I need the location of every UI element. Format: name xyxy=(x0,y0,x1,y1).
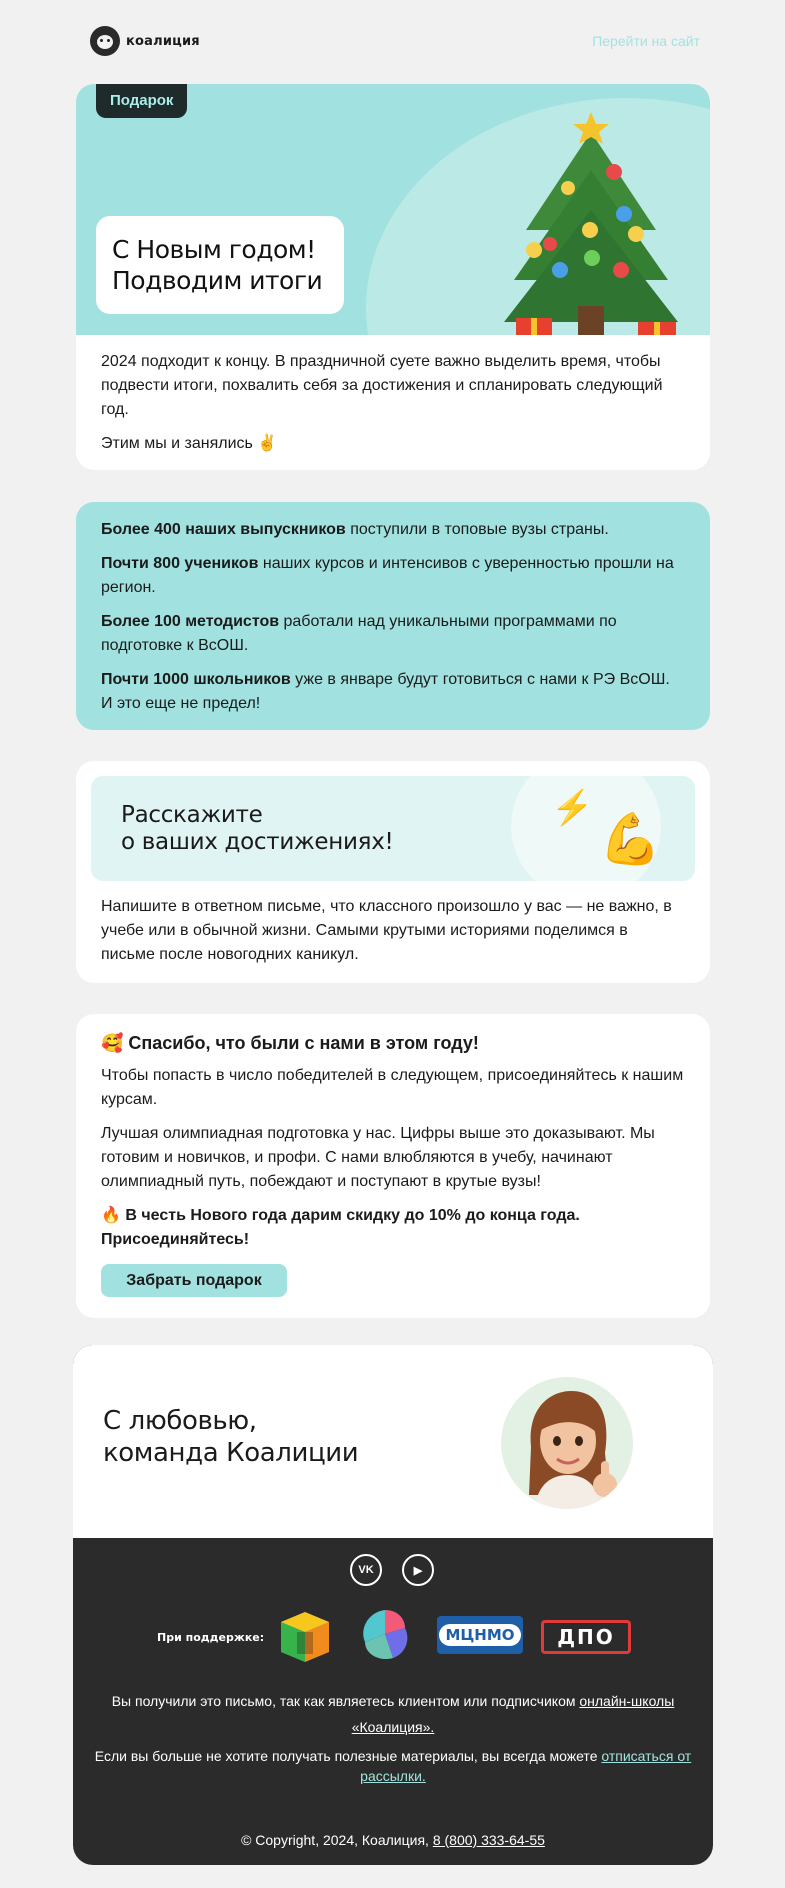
dpo-text: ДПО xyxy=(557,1625,615,1649)
thanks-p3: 🔥 В честь Нового года дарим скидку до 10% до конца года. Присоединяйтесь! xyxy=(101,1207,580,1248)
partner-logo-mcnmo[interactable] xyxy=(437,1616,523,1654)
phone-link[interactable]: 8 (800) 333-64-55 xyxy=(432,1832,545,1848)
stat-item xyxy=(101,518,685,542)
footer xyxy=(73,1538,713,1865)
hero-card xyxy=(76,84,710,470)
hero-banner xyxy=(76,84,710,335)
hero-title-box xyxy=(96,216,344,314)
stat-item xyxy=(101,552,685,600)
koalition-logo[interactable] xyxy=(90,24,200,58)
unsubscribe-notice xyxy=(93,1746,693,1786)
school-link[interactable]: онлайн-школы «Коалиция». xyxy=(351,1693,675,1735)
stat-bold: Более 400 наших выпускников xyxy=(101,521,346,538)
signature-block xyxy=(73,1345,713,1538)
lightning-icon: ⚡ xyxy=(551,789,594,827)
partner-logo-dpo[interactable] xyxy=(541,1620,631,1654)
signature-line1: С любовью, xyxy=(103,1406,257,1436)
notice2-text: Если вы больше не хотите получать полезные материалы, вы всегда можете xyxy=(94,1748,602,1764)
stat-item xyxy=(101,668,685,716)
achievements-title-line2: о ваших достижениях! xyxy=(121,829,394,855)
partner-logo-1-icon[interactable] xyxy=(277,1608,333,1662)
achievements-title-line1: Расскажите xyxy=(121,802,263,828)
thanks-p2: Лучшая олимпиадная подготовка у нас. Цифры выше это доказывают. Мы готовим и новичков, и профи. С нами влюбляются в учебу, начинают олимпиадный путь, побеждают и поступают в крутые вузы! xyxy=(101,1125,655,1190)
hero-title-line2: Подводим итоги xyxy=(112,266,323,295)
thanks-p1: Чтобы попасть в число победителей в следующем, присоединяйтесь к нашим курсам. xyxy=(101,1067,684,1108)
stat-bold: Почти 1000 школьников xyxy=(101,671,291,688)
signature-title xyxy=(103,1405,358,1469)
memoji-avatar-icon xyxy=(501,1377,633,1509)
koala-icon xyxy=(90,26,120,56)
stat-item xyxy=(101,610,685,658)
get-gift-button[interactable]: Забрать подарок xyxy=(101,1264,287,1297)
signature-footer-card xyxy=(73,1345,713,1865)
notice1-text: Вы получили это письмо, так как являетесь клиентом или подписчиком xyxy=(111,1693,580,1709)
stat-rest: поступили в топовые вузы страны. xyxy=(345,521,609,538)
subscription-notice xyxy=(93,1688,693,1740)
partner-logo-2-icon[interactable] xyxy=(357,1608,413,1662)
achievements-banner xyxy=(91,776,695,881)
achievements-title xyxy=(121,802,393,856)
mcnmo-text: МЦНМО xyxy=(439,1624,520,1646)
hero-text xyxy=(101,350,681,466)
hero-intro2: Этим мы и занялись ✌️ xyxy=(101,435,278,452)
achievements-card xyxy=(76,761,710,983)
logo-text: коалиция xyxy=(126,33,200,49)
gift-badge: Подарок xyxy=(96,84,187,118)
achievements-text: Напишите в ответном письме, что классного произошло у вас — не важно, в учебе или в обычной жизни. Самыми крутыми историями поделимся в письме после новогодних каникул. xyxy=(101,898,672,963)
stat-rest: наших курсов и интенсивов с уверенностью прошли на регион. xyxy=(101,555,674,596)
copyright-text: © Copyright, 2024, Коалиция, xyxy=(241,1832,433,1848)
thanks-card xyxy=(76,1014,710,1318)
stat-bold: Почти 800 учеников xyxy=(101,555,259,572)
signature-line2: команда Коалиции xyxy=(103,1438,359,1468)
copyright xyxy=(93,1832,693,1848)
stat-rest: работали над уникальными программами по подготовке к ВсОШ. xyxy=(101,613,617,654)
hero-intro: 2024 подходит к концу. В праздничной суете важно выделить время, чтобы подвести итоги, похвалить себя за достижения и спланировать следующий год. xyxy=(101,353,663,418)
vk-icon[interactable]: VK xyxy=(350,1554,382,1586)
stats-card xyxy=(76,502,710,730)
christmas-tree-icon xyxy=(496,110,696,335)
avatar xyxy=(501,1377,633,1509)
social-links xyxy=(350,1554,434,1586)
support-label: При поддержке: xyxy=(157,1631,265,1644)
unsubscribe-link[interactable]: отписаться от рассылки. xyxy=(360,1748,692,1784)
youtube-icon[interactable]: ▶ xyxy=(402,1554,434,1586)
flexed-biceps-icon: 💪 xyxy=(599,811,662,867)
go-to-site-link[interactable]: Перейти на сайт xyxy=(592,33,700,49)
thanks-title: 🥰 Спасибо, что были с нами в этом году! xyxy=(101,1033,479,1053)
stat-rest: уже в январе будут готовиться с нами к РЭ ВсОШ. И это еще не предел! xyxy=(101,671,670,712)
stat-bold: Более 100 методистов xyxy=(101,613,280,630)
email-header xyxy=(90,24,700,58)
hero-title-line1: С Новым годом! xyxy=(112,235,316,264)
